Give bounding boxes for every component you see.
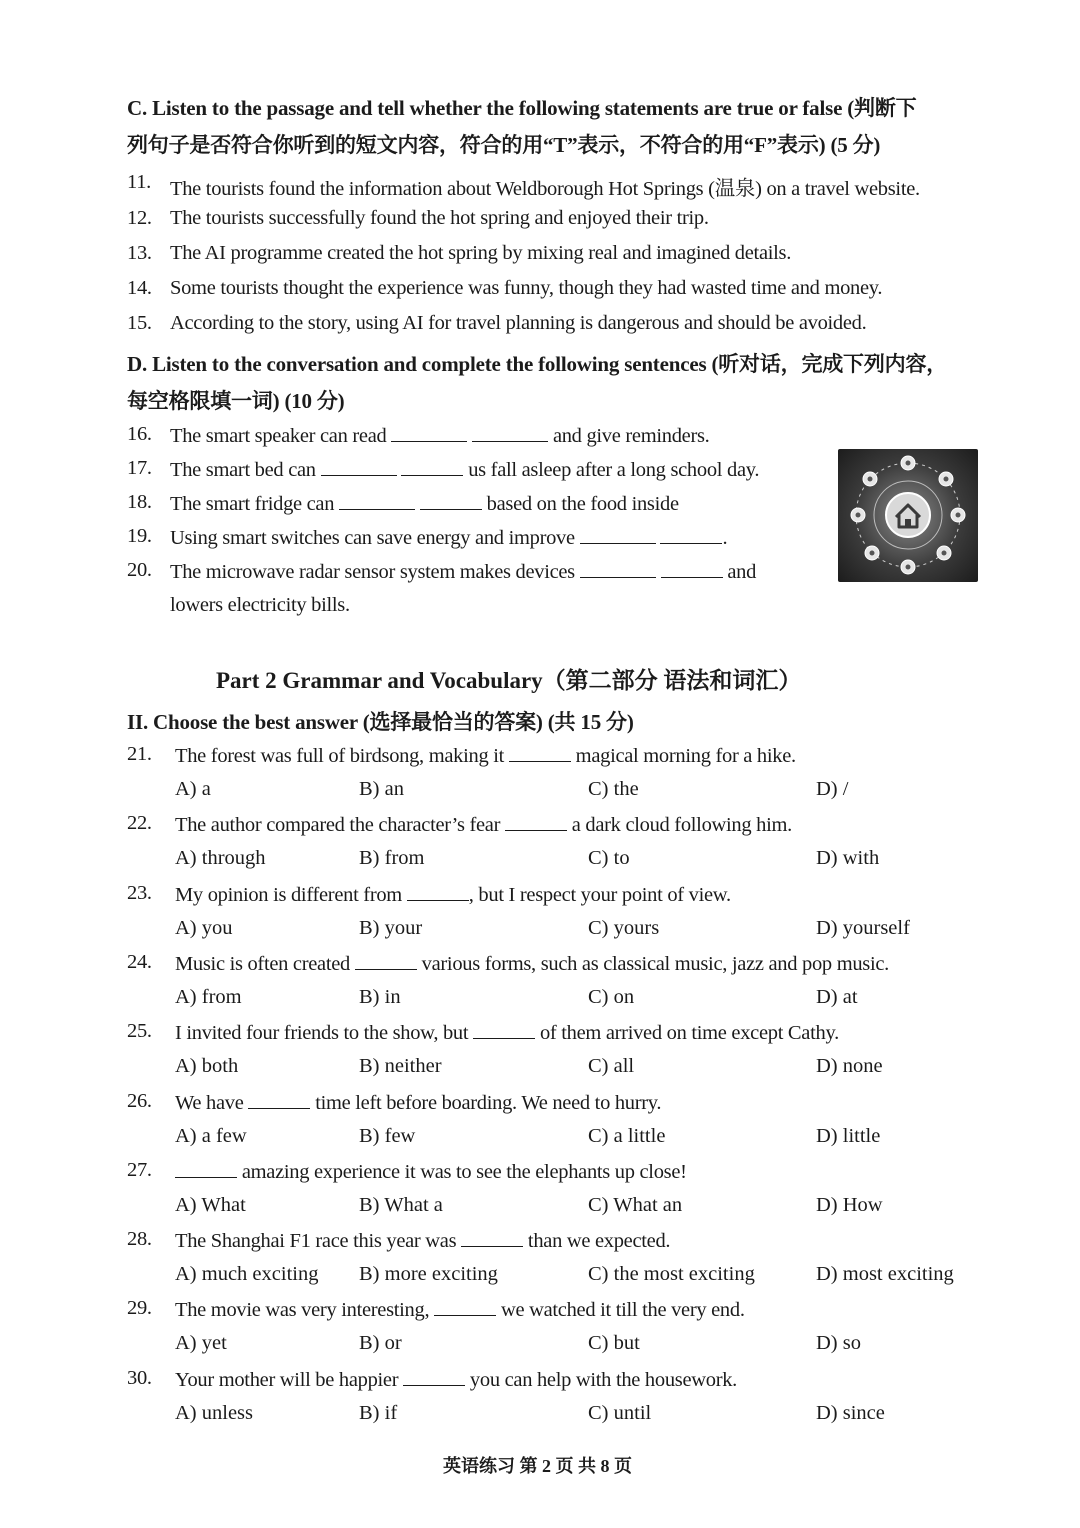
option-c[interactable]: C) all xyxy=(588,1055,635,1077)
option-d[interactable]: D) How xyxy=(816,1194,883,1216)
option-b[interactable]: B) few xyxy=(359,1125,416,1147)
question-text-before: The Shanghai F1 race this year was xyxy=(175,1230,457,1252)
question-text-after: amazing experience it was to see the elephants up close! xyxy=(241,1161,687,1183)
option-a[interactable]: A) from xyxy=(175,986,242,1008)
question-text: The tourists found the information about Weldborough Hot Springs (温泉) on a travel website. xyxy=(170,178,920,200)
option-d[interactable]: D) / xyxy=(816,778,849,800)
option-a[interactable]: A) a xyxy=(175,778,211,800)
question-text: The AI programme created the hot spring by mixing real and imagined details. xyxy=(170,242,792,264)
question-text-after: time left before boarding. We need to hurry. xyxy=(315,1092,662,1114)
option-c[interactable]: C) the most exciting xyxy=(588,1263,755,1285)
question-text-after: you can help with the housework. xyxy=(469,1369,738,1391)
question-number: 17. xyxy=(127,457,152,479)
answer-blank[interactable] xyxy=(420,491,482,510)
question-number: 26. xyxy=(127,1090,152,1112)
answer-blank[interactable] xyxy=(401,457,463,476)
question-number: 15. xyxy=(127,312,152,334)
question-number: 30. xyxy=(127,1367,152,1389)
question-text-after: we watched it till the very end. xyxy=(500,1299,745,1321)
question-text-before: The author compared the character’s fear xyxy=(175,814,501,836)
question-text-after: and xyxy=(727,561,757,583)
part-2-title: Part 2 Grammar and Vocabulary（第二部分 语法和词汇） xyxy=(216,668,802,693)
option-b[interactable]: B) What a xyxy=(359,1194,443,1216)
option-a[interactable]: A) both xyxy=(175,1055,239,1077)
question-text-before: The forest was full of birdsong, making it xyxy=(175,745,505,767)
option-c[interactable]: C) yours xyxy=(588,917,660,939)
section-d-title-line1: D. Listen to the conversation and complete the following sentences (听对话，完成下列内容， xyxy=(127,352,948,376)
option-b[interactable]: B) neither xyxy=(359,1055,442,1077)
answer-blank[interactable] xyxy=(407,882,469,901)
question-text-after: than we expected. xyxy=(527,1230,671,1252)
option-a[interactable]: A) much exciting xyxy=(175,1263,319,1285)
option-b[interactable]: B) in xyxy=(359,986,401,1008)
question-number: 21. xyxy=(127,743,152,765)
question-number: 12. xyxy=(127,207,152,229)
answer-blank[interactable] xyxy=(175,1159,237,1178)
question-text: Some tourists thought the experience was funny, though they had wasted time and money. xyxy=(170,277,883,299)
answer-blank[interactable] xyxy=(509,743,571,762)
question-20-continuation: lowers electricity bills. xyxy=(170,594,350,616)
question-number: 11. xyxy=(127,171,151,193)
answer-blank[interactable] xyxy=(321,457,397,476)
answer-blank[interactable] xyxy=(472,423,548,442)
answer-blank[interactable] xyxy=(661,559,723,578)
option-d[interactable]: D) since xyxy=(816,1402,885,1424)
question-number: 28. xyxy=(127,1228,152,1250)
option-a[interactable]: A) yet xyxy=(175,1332,227,1354)
question-text-before: The movie was very interesting, xyxy=(175,1299,430,1321)
question-number: 29. xyxy=(127,1297,152,1319)
question-number: 27. xyxy=(127,1159,152,1181)
option-d[interactable]: D) little xyxy=(816,1125,881,1147)
option-a[interactable]: A) you xyxy=(175,917,233,939)
option-c[interactable]: C) to xyxy=(588,847,630,869)
question-number: 22. xyxy=(127,812,152,834)
option-c[interactable]: C) What an xyxy=(588,1194,683,1216)
question-text-before: We have xyxy=(175,1092,244,1114)
option-b[interactable]: B) an xyxy=(359,778,404,800)
question-number: 13. xyxy=(127,242,152,264)
option-a[interactable]: A) through xyxy=(175,847,266,869)
option-a[interactable]: A) unless xyxy=(175,1402,254,1424)
answer-blank[interactable] xyxy=(473,1020,535,1039)
question-text-before: Your mother will be happier xyxy=(175,1369,399,1391)
question-text-before: The smart speaker can read xyxy=(170,425,387,447)
option-c[interactable]: C) until xyxy=(588,1402,652,1424)
question-number: 14. xyxy=(127,277,152,299)
smart-home-image xyxy=(838,449,978,582)
option-b[interactable]: B) from xyxy=(359,847,425,869)
answer-blank[interactable] xyxy=(248,1090,310,1109)
answer-blank[interactable] xyxy=(505,812,567,831)
question-text-before: Music is often created xyxy=(175,953,350,975)
question-text-after: based on the food inside xyxy=(486,493,679,515)
question-number: 20. xyxy=(127,559,152,581)
page-footer: 英语练习 第 2 页 共 8 页 xyxy=(443,1456,632,1476)
option-b[interactable]: B) more exciting xyxy=(359,1263,498,1285)
section-d-title-line2: 每空格限填一词) (10 分) xyxy=(127,389,345,413)
option-d[interactable]: D) yourself xyxy=(816,917,910,939)
option-d[interactable]: D) with xyxy=(816,847,880,869)
question-text-before: The smart fridge can xyxy=(170,493,335,515)
question-text-before: I invited four friends to the show, but xyxy=(175,1022,469,1044)
question-text-after: magical morning for a hike. xyxy=(575,745,796,767)
option-b[interactable]: B) if xyxy=(359,1402,398,1424)
option-d[interactable]: D) most exciting xyxy=(816,1263,954,1285)
option-c[interactable]: C) a little xyxy=(588,1125,666,1147)
answer-blank[interactable] xyxy=(355,951,417,970)
question-text-before: Using smart switches can save energy and improve xyxy=(170,527,575,549)
option-b[interactable]: B) or xyxy=(359,1332,402,1354)
option-a[interactable]: A) What xyxy=(175,1194,246,1216)
question-number: 24. xyxy=(127,951,152,973)
option-b[interactable]: B) your xyxy=(359,917,423,939)
question-number: 19. xyxy=(127,525,152,547)
question-text-after: us fall asleep after a long school day. xyxy=(468,459,760,481)
answer-blank[interactable] xyxy=(580,525,656,544)
question-number: 25. xyxy=(127,1020,152,1042)
option-a[interactable]: A) a few xyxy=(175,1125,247,1147)
option-c[interactable]: C) the xyxy=(588,778,639,800)
question-text-after: a dark cloud following him. xyxy=(571,814,792,836)
answer-blank[interactable] xyxy=(660,525,722,544)
answer-blank[interactable] xyxy=(461,1228,523,1247)
option-c[interactable]: C) but xyxy=(588,1332,640,1354)
question-number: 16. xyxy=(127,423,152,445)
option-d[interactable]: D) so xyxy=(816,1332,861,1354)
option-d[interactable]: D) none xyxy=(816,1055,883,1077)
answer-blank[interactable] xyxy=(339,491,415,510)
question-text-before: The smart bed can xyxy=(170,459,316,481)
question-number: 18. xyxy=(127,491,152,513)
question-text-after: . xyxy=(722,527,728,549)
answer-blank[interactable] xyxy=(403,1367,465,1386)
section-c-title-line1: C. Listen to the passage and tell whether the following statements are true or false (判断下 xyxy=(127,96,917,120)
question-text-after: various forms, such as classical music, jazz and pop music. xyxy=(421,953,890,975)
question-text-after: of them arrived on time except Cathy. xyxy=(539,1022,839,1044)
answer-blank[interactable] xyxy=(434,1297,496,1316)
question-text-after: , but I respect your point of view. xyxy=(468,884,731,906)
option-c[interactable]: C) on xyxy=(588,986,635,1008)
question-number: 23. xyxy=(127,882,152,904)
question-text-after: and give reminders. xyxy=(552,425,710,447)
answer-blank[interactable] xyxy=(391,423,467,442)
answer-blank[interactable] xyxy=(580,559,656,578)
question-text: According to the story, using AI for travel planning is dangerous and should be avoided. xyxy=(170,312,867,334)
smart-home-icon xyxy=(838,449,978,582)
question-text-before: The microwave radar sensor system makes devices xyxy=(170,561,575,583)
section-ii-title: II. Choose the best answer (选择最恰当的答案) (共 15 分) xyxy=(127,710,634,734)
question-text: The tourists successfully found the hot spring and enjoyed their trip. xyxy=(170,207,709,229)
option-d[interactable]: D) at xyxy=(816,986,858,1008)
section-c-title-line2: 列句子是否符合你听到的短文内容，符合的用“T”表示，不符合的用“F”表示) (5 分) xyxy=(127,133,881,157)
question-text-before: My opinion is different from xyxy=(175,884,402,906)
